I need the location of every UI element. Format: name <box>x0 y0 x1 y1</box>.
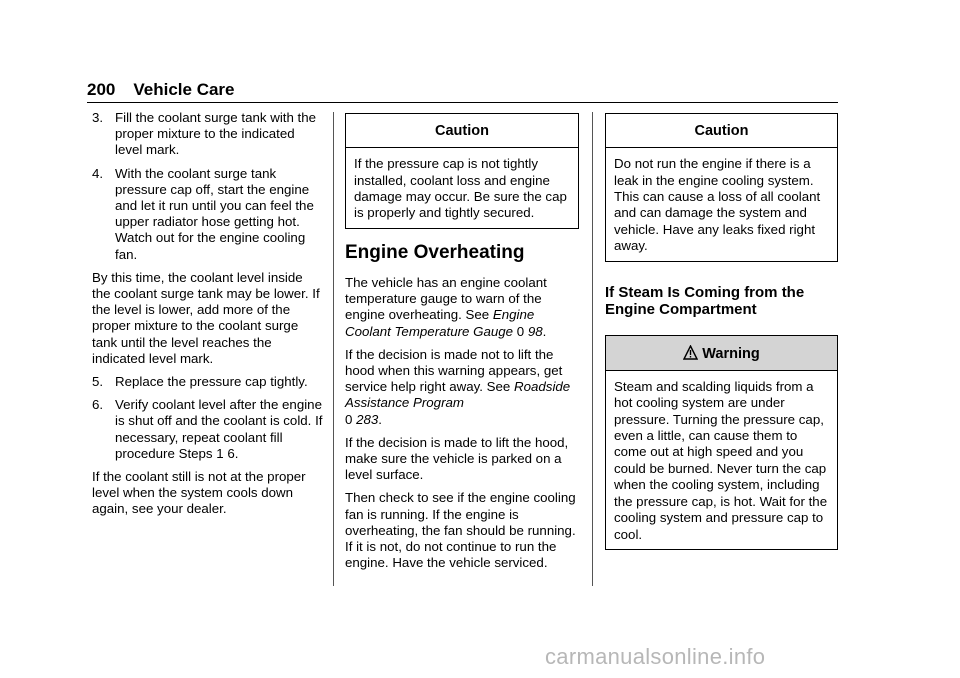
warning-icon <box>683 345 698 360</box>
column-1 <box>92 110 324 525</box>
paragraph-roadside: If the decision is made not to lift the hood when this warning appears, get service help right away. See Roadside Assistance Program 0 283. <box>345 346 571 427</box>
link-roadside-assistance-program[interactable]: Roadside Assistance Program <box>345 379 571 411</box>
caution-title: Caution <box>606 114 837 148</box>
step-number: 3. <box>92 110 104 125</box>
watermark: carmanualsonline.info <box>545 644 766 669</box>
warning-box-steam <box>605 335 838 550</box>
step-4-note: By this time, the coolant level inside the coolant surge tank may be lower. If the level is lower, add more of the proper mixture to the coolant surge tank until the level reaches the indicated level mark. <box>92 269 320 366</box>
page-ref-number[interactable]: 98 <box>527 323 543 339</box>
caution-box-pressure-cap <box>345 113 579 229</box>
step-text: Replace the pressure cap tightly. <box>115 374 308 390</box>
header-divider <box>87 102 838 103</box>
page-title: Vehicle Care <box>133 80 235 99</box>
step-text: With the coolant surge tank pressure cap off, start the engine and let it run until you can feel the upper radiator hose getting hot. Watch out for the engine cooling fan. <box>115 165 314 262</box>
caution-text: Do not run the engine if there is a leak in the engine cooling system. This can cause a loss of all coolant and can damage the system and vehicle. Have any leaks fixed right away. <box>614 156 821 254</box>
paragraph-coolant-gauge: The vehicle has an engine coolant temperature gauge to warn of the engine overheating. See Engine Coolant Temperature Gauge 0 98. <box>345 275 547 339</box>
page-number: 200 <box>87 80 116 99</box>
caution-box-leak <box>605 113 838 262</box>
caution-text: If the pressure cap is not tightly installed, coolant loss and engine damage may occur. Be sure the cap is properly and tightly secured. <box>354 156 567 221</box>
page-header <box>87 80 837 100</box>
column-2 <box>345 113 579 578</box>
step-number: 5. <box>92 374 104 390</box>
section-heading-steam: If Steam Is Coming from the Engine Compartment <box>605 283 805 318</box>
link-engine-coolant-temperature-gauge[interactable]: Engine Coolant Temperature Gauge <box>345 307 535 339</box>
warning-text: Steam and scalding liquids from a hot cooling system are under pressure. Turning the pressure cap, even a little, can cause them to come out at high speed and you could be burned. Never turn the cap when the cooling system, including the pressure cap, is hot. Wait for the cooling system and pressure cap to cool. <box>614 378 828 542</box>
step-number: 6. <box>92 397 104 413</box>
warning-title: Warning <box>702 345 760 362</box>
page-ref-number[interactable]: 283 <box>356 411 379 427</box>
step-text: Fill the coolant surge tank with the proper mixture to the indicated level mark. <box>115 110 317 158</box>
caution-title: Caution <box>346 114 578 148</box>
step-text: Verify coolant level after the engine is shut off and the coolant is cold. If necessary, repeat coolant fill procedure Steps 1 6. <box>115 397 323 461</box>
warning-header <box>606 336 837 371</box>
column-divider-1 <box>333 112 334 586</box>
step-6 <box>92 397 324 462</box>
step-number: 4. <box>92 165 104 181</box>
column-divider-2 <box>592 112 593 586</box>
paragraph-lift-hood: If the decision is made to lift the hood, make sure the vehicle is parked on a level surface. <box>345 434 569 483</box>
page-ref-icon: 0 <box>345 411 353 427</box>
step-6-note: If the coolant still is not at the proper level when the system cools down again, see your dealer. <box>92 469 306 517</box>
step-3 <box>92 110 324 159</box>
page-ref-icon: 0 <box>516 323 525 339</box>
paragraph-cooling-fan: Then check to see if the engine cooling fan is running. If the engine is overheating, the fan should be running. If it is not, do not continue to run the engine. Have the vehicle serviced. <box>345 490 576 571</box>
step-5 <box>92 374 324 390</box>
column-3 <box>605 113 838 564</box>
section-heading-engine-overheating: Engine Overheating <box>345 241 525 263</box>
step-4 <box>92 166 324 263</box>
